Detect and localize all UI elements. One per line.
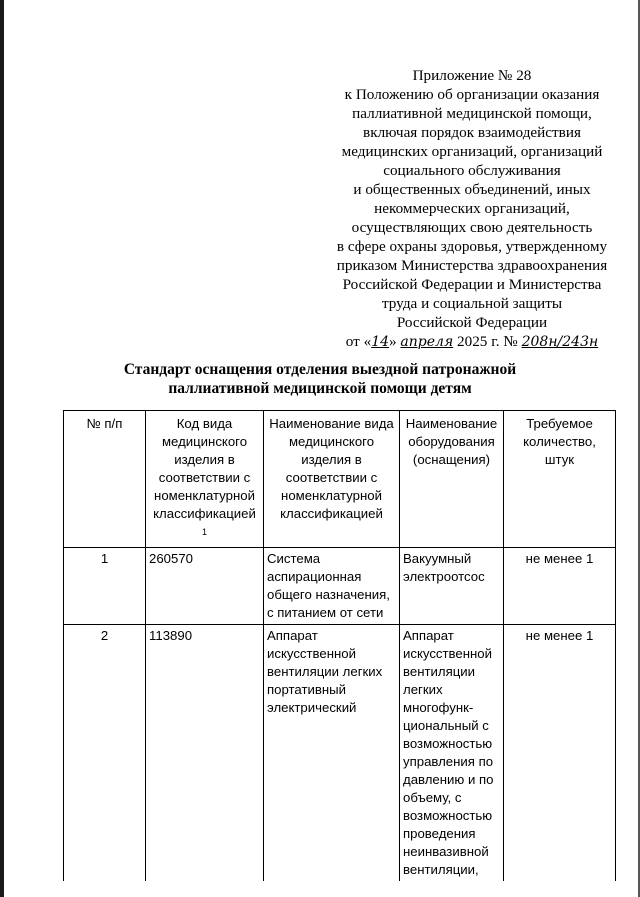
header-number [64, 411, 146, 548]
header-text: штук [544, 452, 575, 467]
header-text: номенклатурной [154, 488, 255, 503]
appendix-line: приказом Министерства здравоохранения [336, 257, 608, 274]
appendix-line: и общественных объединений, иных [353, 181, 591, 198]
document-title [100, 360, 540, 398]
cell-line: Система [267, 551, 321, 567]
appendix-line: к Положению об организации оказания [344, 86, 600, 103]
cell-line: портативный [267, 682, 346, 698]
row-equipment [400, 548, 504, 625]
appendix-line: в сфере охраны здоровья, утвержденному [336, 238, 608, 255]
appendix-line: труда и социальной защиты [381, 295, 563, 312]
cell-line: неинвазивной [403, 844, 489, 860]
cell-line: Аппарат [403, 628, 454, 644]
header-text: оборудования [408, 434, 495, 449]
date-day-suffix: » [389, 333, 397, 350]
cell-line: с питанием от сети [267, 605, 384, 621]
scan-left-edge [0, 0, 4, 897]
header-code [146, 411, 264, 548]
cell-line: электроотсос [403, 569, 485, 585]
date-prefix: от « [345, 333, 372, 350]
header-text: классификацией [153, 506, 256, 521]
cell-line: Аппарат [267, 628, 318, 644]
header-text: медицинского [288, 434, 375, 449]
table-row [64, 548, 616, 625]
header-text: номенклатурной [281, 488, 382, 503]
header-text: изделия в [174, 452, 235, 467]
title-line: Стандарт оснащения отделения выездной патронажной [123, 361, 517, 378]
header-text: Требуемое [526, 416, 593, 431]
order-date-line [322, 332, 622, 352]
appendix-line: паллиативной медицинской помощи, [352, 105, 592, 122]
cell-line: электрический [267, 700, 357, 716]
appendix-header [322, 66, 622, 352]
appendix-line: Российской Федерации и Министерства [342, 276, 602, 293]
header-text-with-footnote [149, 505, 260, 545]
appendix-line: некоммерческих организаций, [374, 200, 570, 217]
cell-line: вентиляции [403, 664, 476, 680]
header-text: Наименование [405, 416, 498, 431]
header-text: медицинского [161, 434, 248, 449]
appendix-line: Российской Федерации [396, 314, 548, 331]
header-text: изделия в [301, 452, 362, 467]
header-text: соответствии с [158, 470, 251, 485]
row-number: 1 [64, 548, 146, 625]
cell-line: Вакуумный [403, 551, 472, 567]
header-equipment [400, 411, 504, 548]
header-text: № п/п [86, 416, 123, 431]
header-text: классификацией [280, 506, 383, 521]
cell-line: общего назначения, [267, 587, 390, 603]
row-quantity: не менее 1 [504, 548, 616, 625]
cell-line: многофунк- [403, 700, 474, 716]
cell-line: искусственной [267, 646, 357, 662]
cell-line: аспирационная [267, 569, 362, 585]
title-line: паллиативной медицинской помощи детям [168, 380, 472, 397]
row-kind [264, 625, 400, 882]
date-year: 2025 г. № [457, 333, 518, 350]
row-equipment [400, 625, 504, 882]
cell-line: давлению и по [403, 772, 494, 788]
header-kind [264, 411, 400, 548]
row-code: 113890 [146, 625, 264, 882]
row-kind [264, 548, 400, 625]
header-text: количество, [523, 434, 596, 449]
row-number: 2 [64, 625, 146, 882]
cell-line: проведения [403, 826, 476, 842]
cell-line: вентиляции, [403, 862, 479, 878]
table-header-row [64, 411, 616, 548]
footnote-mark: 1 [201, 527, 207, 537]
header-text: Наименование вида [269, 416, 394, 431]
row-quantity: не менее 1 [504, 625, 616, 882]
handwritten-day: 14 [371, 334, 390, 350]
header-text: (оснащения) [412, 452, 491, 467]
header-text: соответствии с [285, 470, 378, 485]
row-code: 260570 [146, 548, 264, 625]
cell-line: циональный с [403, 718, 489, 734]
cell-line: возможностью [403, 736, 493, 752]
cell-line: объему, с [403, 790, 462, 806]
handwritten-month: апреля [400, 334, 454, 350]
appendix-line: социального обслуживания [383, 162, 561, 179]
cell-line: управления по [403, 754, 494, 770]
table-row [64, 625, 616, 882]
appendix-line: медицинских организаций, организаций [341, 143, 603, 160]
header-quantity [504, 411, 616, 548]
cell-line: легких [403, 682, 443, 698]
cell-line: возможностью [403, 808, 493, 824]
appendix-line: включая порядок взаимодействия [363, 124, 581, 141]
equipment-standard-table [63, 410, 616, 881]
appendix-line: осуществляющих свою деятельность [351, 219, 593, 236]
header-text: Код вида [176, 416, 233, 431]
appendix-line: Приложение № 28 [412, 67, 532, 84]
cell-line: искусственной [403, 646, 493, 662]
handwritten-order-number: 208н/243н [521, 334, 599, 350]
cell-line: вентиляции легких [267, 664, 383, 680]
